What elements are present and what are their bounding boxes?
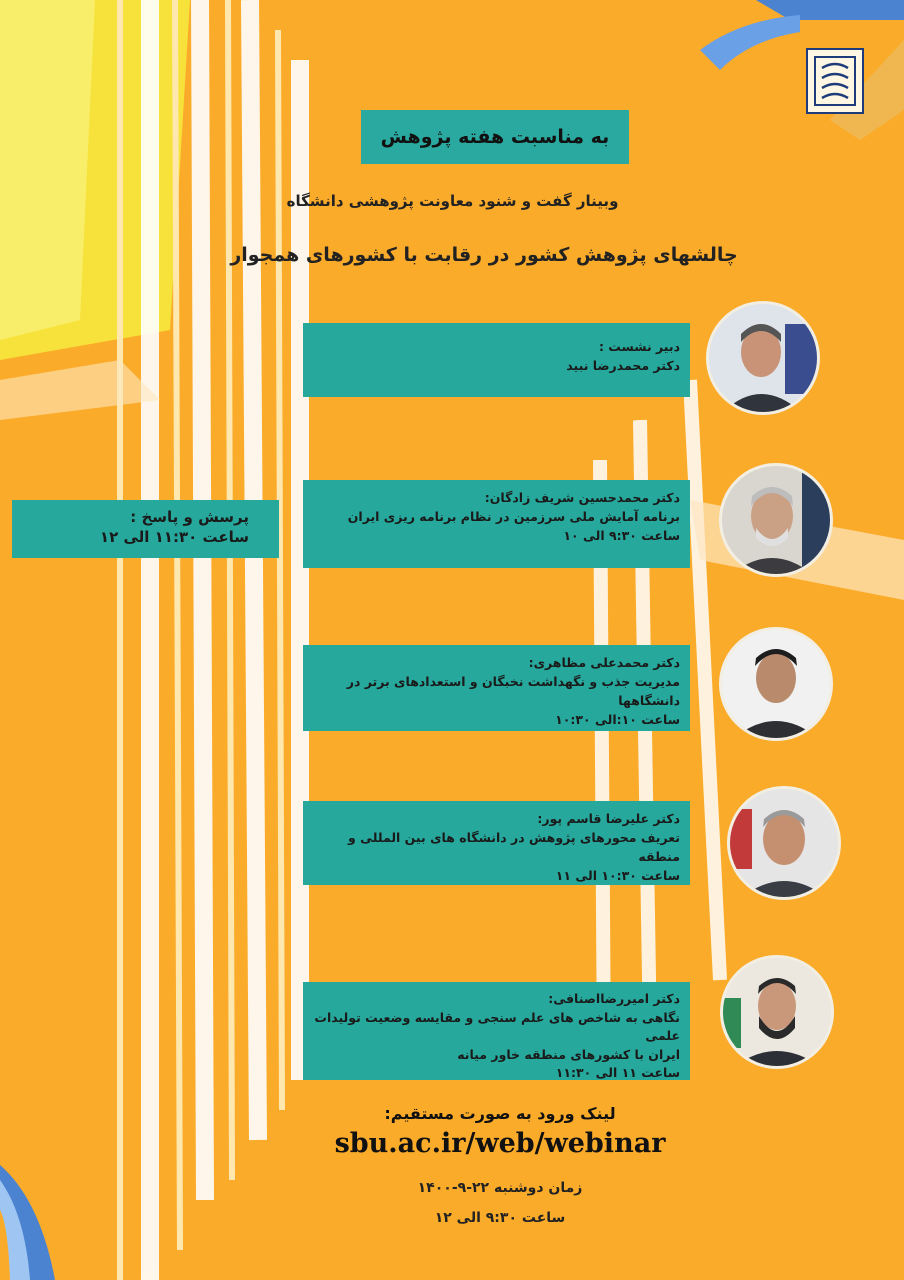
speaker-name: دکتر امیررضااصنافی: [548, 991, 680, 1006]
speaker-name: دکتر علیرضا قاسم پور: [537, 811, 680, 826]
moderator-name: دکتر محمدرضا نبید [566, 358, 680, 373]
qa-label: پرسش و پاسخ : [130, 508, 249, 526]
speaker-name: دکتر محمدعلی مظاهری: [528, 655, 680, 670]
person-icon [730, 789, 838, 897]
event-date: زمان دوشنبه ۲۲-۹-۱۴۰۰ [417, 1180, 583, 1196]
webinar-link[interactable]: sbu.ac.ir/web/webinar [334, 1128, 666, 1159]
speaker-card [303, 801, 690, 885]
avatar [727, 786, 841, 900]
speaker-time: ساعت ۱۰:۳۰ الی ۱۱ [555, 868, 680, 883]
speaker-time: ساعت ۹:۳۰ الی ۱۰ [563, 528, 680, 543]
speaker-time: ساعت ۱۱ الی ۱۱:۳۰ [555, 1065, 680, 1080]
speaker-card [303, 480, 690, 568]
moderator-card [303, 323, 690, 397]
speaker-topic: نگاهی به شاخص های علم سنجی و مقایسه وضعیت تولیدات علمی [314, 1009, 680, 1043]
person-icon [722, 630, 830, 738]
event-time: ساعت ۹:۳۰ الی ۱۲ [434, 1210, 566, 1226]
university-logo [806, 48, 864, 114]
qa-box [12, 500, 279, 558]
speaker-name: دکتر محمدحسین شریف زادگان: [484, 490, 680, 505]
avatar [719, 627, 833, 741]
moderator-role: دبیر نشست : [598, 339, 680, 354]
person-icon [709, 304, 817, 412]
speaker-topic: برنامه آمایش ملی سرزمین در نظام برنامه ریزی ایران [347, 509, 680, 524]
speaker-card [303, 982, 690, 1080]
occasion-banner: به مناسبت هفته پژوهش [361, 110, 629, 164]
speaker-topic: تعریف محورهای پژوهش در دانشگاه های بین المللی و منطقه [347, 830, 680, 864]
webinar-subtitle: وبینار گفت و شنود معاونت پژوهشی دانشگاه [286, 192, 619, 210]
speaker-time: ساعت ۱۰:الی ۱۰:۳۰ [555, 712, 680, 727]
speaker-card [303, 645, 690, 731]
avatar [719, 463, 833, 577]
university-logo-icon [812, 54, 858, 108]
link-label: لینک ورود به صورت مستقیم: [384, 1104, 616, 1123]
qa-time: ساعت ۱۱:۳۰ الی ۱۲ [99, 528, 249, 546]
person-icon [722, 466, 830, 574]
avatar [720, 955, 834, 1069]
webinar-title: چالشهای پژوهش کشور در رقابت با کشورهای همجوار [230, 244, 738, 266]
speaker-topic: مدیریت جذب و نگهداشت نخبگان و استعدادهای برتر در دانشگاهها [346, 674, 680, 708]
person-icon [723, 958, 831, 1066]
speaker-topic-cont: ایران با کشورهای منطقه خاور میانه [457, 1046, 680, 1062]
avatar [706, 301, 820, 415]
